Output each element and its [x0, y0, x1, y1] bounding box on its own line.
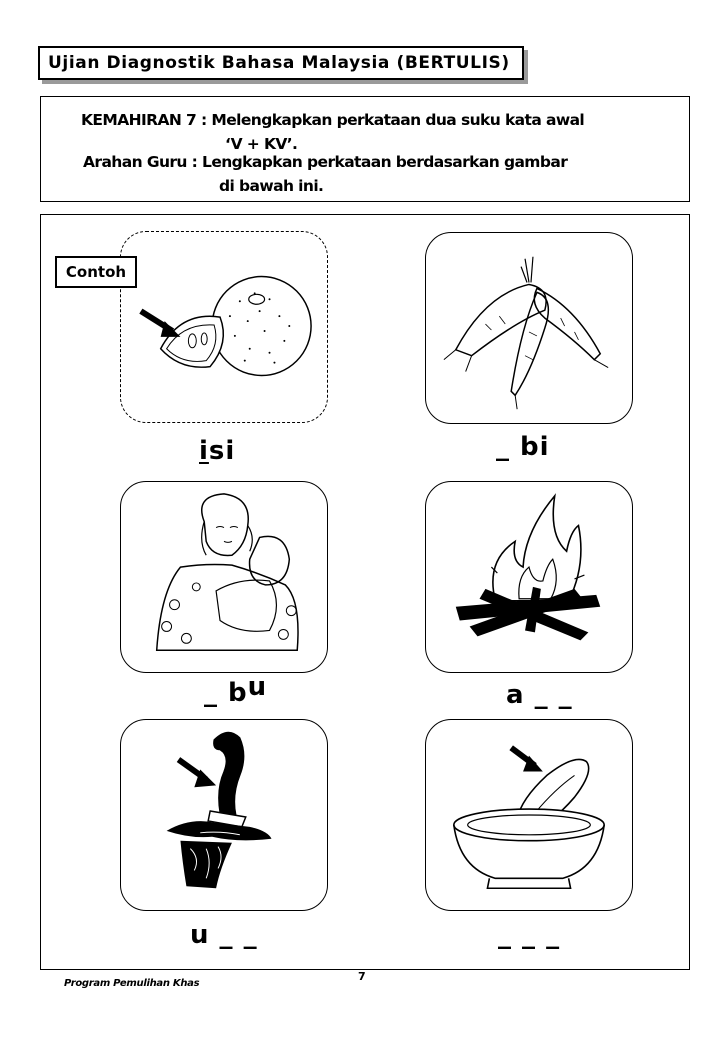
- answer-keris[interactable]: u _ _: [190, 920, 258, 950]
- keris-card: [120, 719, 328, 911]
- page-number: 7: [358, 970, 366, 983]
- answer-fire[interactable]: a _ _: [506, 680, 573, 710]
- answer-mother[interactable]: [204, 672, 268, 708]
- skill-pattern: ‘V + KV’.: [225, 135, 298, 153]
- campfire-card: [425, 481, 633, 673]
- teacher-instruction-cont: di bawah ini.: [219, 177, 324, 195]
- footer-program: Program Pemulihan Khas: [64, 978, 200, 989]
- campfire-illustration: [426, 482, 632, 672]
- orange-illustration: [121, 232, 327, 422]
- answer-mother-letter: u: [247, 672, 268, 702]
- mortar-pestle-card: [425, 719, 633, 911]
- keris-illustration: [121, 720, 327, 910]
- example-orange-card: [120, 231, 328, 423]
- answer-cassava[interactable]: _ bi: [496, 432, 550, 462]
- instruction-box: [40, 96, 690, 202]
- mother-baby-illustration: [121, 482, 327, 672]
- answer-mother-blank[interactable]: _ b: [204, 678, 248, 708]
- cassava-card: [425, 232, 633, 424]
- skill-line: KEMAHIRAN 7 : Melengkapkan perkataan dua suku kata awal: [81, 111, 585, 129]
- example-word-first: i: [199, 436, 209, 466]
- example-label: Contoh: [55, 256, 137, 288]
- example-word-rest: si: [208, 436, 236, 466]
- teacher-instruction: Arahan Guru : Lengkapkan perkataan berdasarkan gambar: [83, 153, 568, 171]
- cassava-illustration: [426, 233, 632, 423]
- answer-mortar[interactable]: _ _ _: [498, 920, 561, 950]
- mother-baby-card: [120, 481, 328, 673]
- example-word: [199, 436, 235, 466]
- worksheet-title: Ujian Diagnostik Bahasa Malaysia (BERTULIS): [38, 46, 524, 80]
- mortar-pestle-illustration: [426, 720, 632, 910]
